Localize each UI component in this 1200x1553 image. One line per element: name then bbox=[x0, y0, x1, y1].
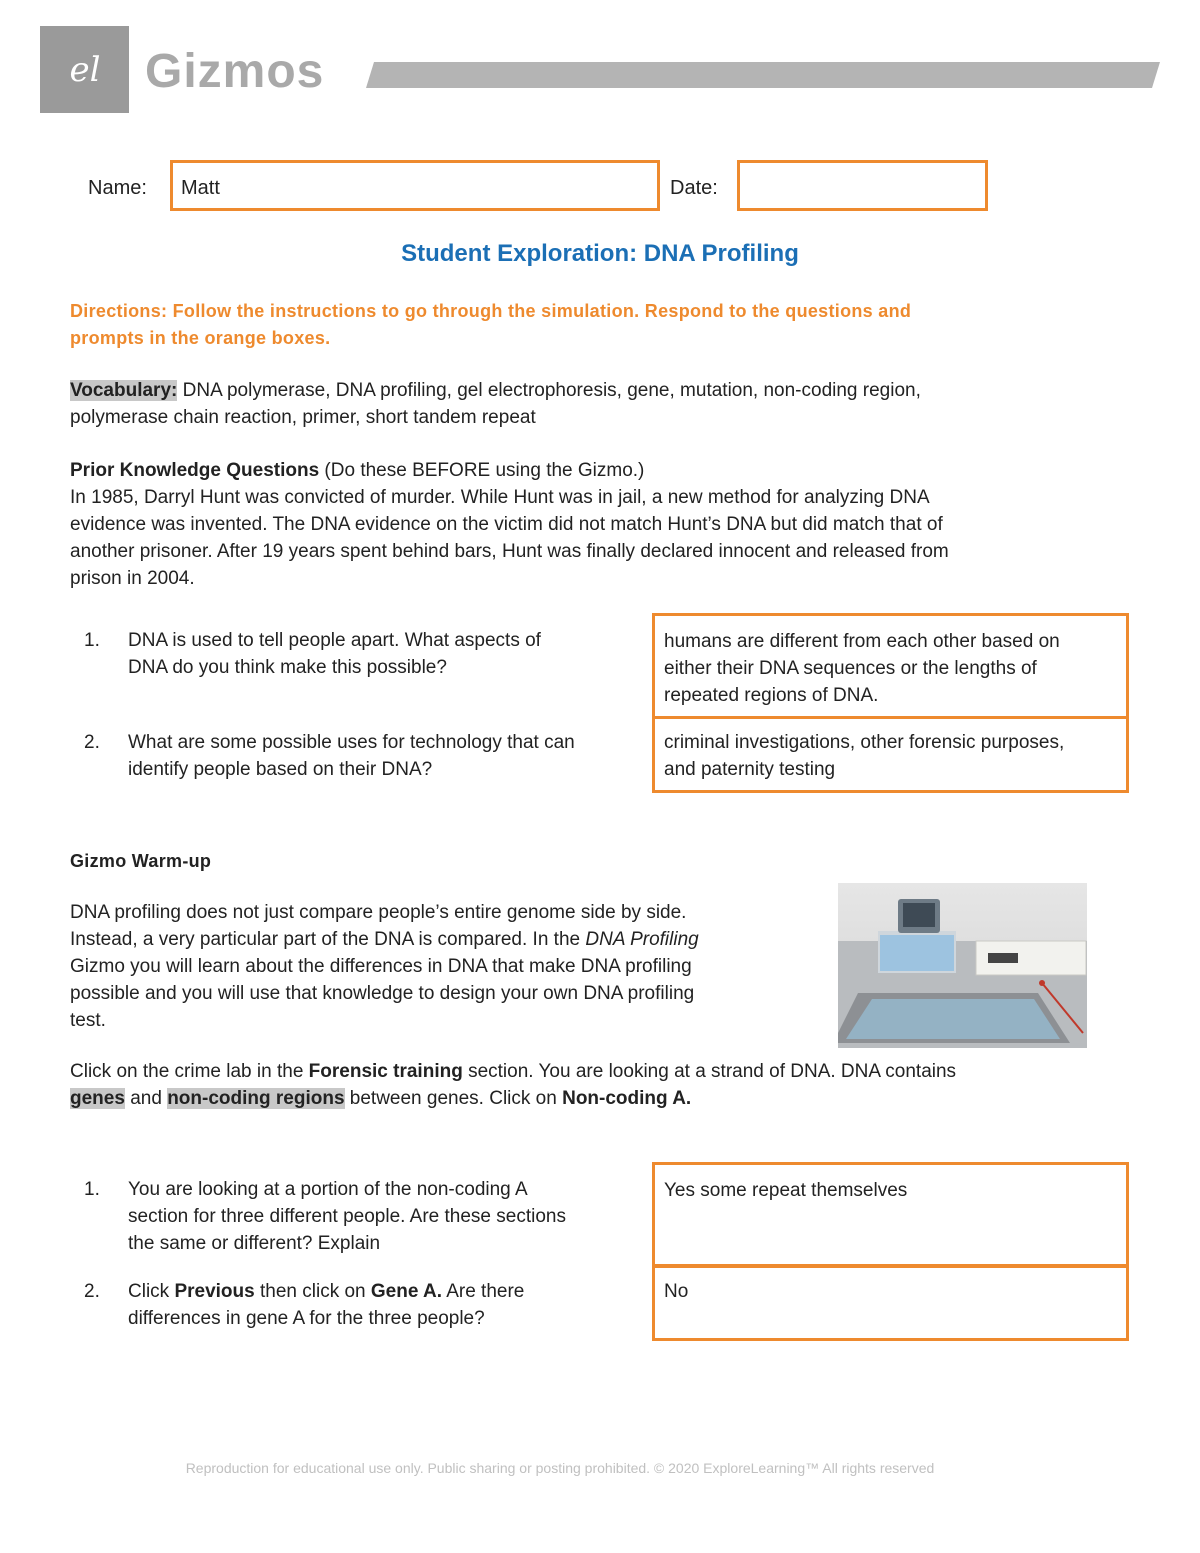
answer-line: either their DNA sequences or the lengths of bbox=[664, 658, 1037, 679]
non-coding-a-term: Non-coding A. bbox=[562, 1088, 692, 1109]
warmup-line: Gizmo you will learn about the differences in DNA that make DNA profiling bbox=[70, 956, 692, 977]
answer-text bbox=[664, 729, 1064, 783]
answer-box[interactable] bbox=[652, 1162, 1129, 1267]
question-number: 2. bbox=[84, 732, 100, 753]
prior-knowledge bbox=[70, 457, 1160, 592]
warmup-line: test. bbox=[70, 1010, 106, 1031]
logo-icon bbox=[40, 26, 129, 113]
directions-line: prompts in the orange boxes. bbox=[70, 328, 331, 348]
question-line: then click on bbox=[254, 1281, 371, 1302]
name-field[interactable] bbox=[170, 160, 660, 211]
question-line: the same or different? Explain bbox=[128, 1233, 381, 1254]
instruction-text: and bbox=[124, 1088, 168, 1109]
story-line: In 1985, Darryl Hunt was convicted of murder. While Hunt was in jail, a new method for analyzing DNA bbox=[70, 487, 930, 508]
instruction-text: between genes. Click on bbox=[344, 1088, 563, 1109]
question-number: 2. bbox=[84, 1281, 100, 1302]
instruction-text: section. You are looking at a strand of DNA. DNA contains bbox=[462, 1061, 957, 1082]
question-line: Click bbox=[128, 1281, 175, 1302]
answer-box[interactable] bbox=[652, 613, 1129, 719]
vocabulary-terms: DNA polymerase, DNA profiling, gel electrophoresis, gene, mutation, non-coding region, bbox=[177, 380, 921, 401]
vocabulary bbox=[70, 377, 1150, 431]
name-label: Name: bbox=[88, 177, 147, 199]
previous-term: Previous bbox=[174, 1281, 255, 1302]
vocabulary-terms: polymerase chain reaction, primer, short tandem repeat bbox=[70, 407, 536, 428]
answer-line: and paternity testing bbox=[664, 759, 836, 780]
question-number: 1. bbox=[84, 630, 100, 651]
answer-text bbox=[664, 628, 1060, 709]
question-text bbox=[128, 1278, 648, 1332]
question-line: identify people based on their DNA? bbox=[128, 759, 433, 780]
prior-knowledge-heading: Prior Knowledge Questions bbox=[70, 460, 320, 481]
directions-line: Directions: Follow the instructions to go through the simulation. Respond to the questions and bbox=[70, 301, 912, 321]
story-line: another prisoner. After 19 years spent behind bars, Hunt was finally declared innocent and released from bbox=[70, 541, 949, 562]
warmup-instructions bbox=[70, 1058, 1160, 1112]
answer-box[interactable] bbox=[652, 716, 1129, 793]
warmup-line: DNA profiling does not just compare people’s entire genome side by side. bbox=[70, 902, 687, 923]
answer-box[interactable] bbox=[652, 1265, 1129, 1341]
name-value: Matt bbox=[181, 177, 220, 199]
page-title: Student Exploration: DNA Profiling bbox=[401, 240, 799, 267]
directions bbox=[70, 298, 1150, 352]
question-line: You are looking at a portion of the non-coding A bbox=[128, 1179, 528, 1200]
question-line: Are there bbox=[441, 1281, 525, 1302]
question-line: differences in gene A for the three people? bbox=[128, 1308, 485, 1329]
question-number: 1. bbox=[84, 1179, 100, 1200]
question-text bbox=[128, 1176, 648, 1257]
question-line: What are some possible uses for technology that can bbox=[128, 732, 575, 753]
genes-term: genes bbox=[70, 1088, 125, 1109]
header-stripe bbox=[366, 62, 1160, 88]
story-line: prison in 2004. bbox=[70, 568, 195, 589]
brand-name: Gizmos bbox=[145, 45, 325, 98]
warmup-line: Instead, a very particular part of the DNA is compared. In the bbox=[70, 929, 586, 950]
prior-knowledge-note: (Do these BEFORE using the Gizmo.) bbox=[319, 460, 645, 481]
answer-text: No bbox=[664, 1281, 689, 1302]
answer-line: criminal investigations, other forensic purposes, bbox=[664, 732, 1065, 753]
svg-text:el: el bbox=[69, 49, 100, 90]
gizmo-screenshot-image bbox=[838, 883, 1087, 1048]
warmup-heading: Gizmo Warm-up bbox=[70, 851, 212, 871]
question-line: DNA is used to tell people apart. What aspects of bbox=[128, 630, 541, 651]
non-coding-regions-term: non-coding regions bbox=[167, 1088, 345, 1109]
warmup-line: possible and you will use that knowledge to design your own DNA profiling bbox=[70, 983, 695, 1004]
date-field[interactable] bbox=[737, 160, 988, 211]
gene-a-term: Gene A. bbox=[370, 1281, 442, 1302]
answer-text: Yes some repeat themselves bbox=[664, 1180, 908, 1201]
question-text bbox=[128, 729, 648, 783]
story-line: evidence was invented. The DNA evidence on the victim did not match Hunt’s DNA but did match that of bbox=[70, 514, 943, 535]
answer-line: humans are different from each other based on bbox=[664, 631, 1060, 652]
instruction-text: Click on the crime lab in the bbox=[70, 1061, 309, 1082]
vocabulary-label: Vocabulary: bbox=[70, 380, 178, 401]
question-text bbox=[128, 627, 638, 681]
date-label: Date: bbox=[670, 177, 718, 199]
gizmo-name: DNA Profiling bbox=[585, 929, 699, 950]
question-line: section for three different people. Are these sections bbox=[128, 1206, 566, 1227]
copyright-footer: Reproduction for educational use only. Public sharing or posting prohibited. © 2020 ExploreLearning™ All rights reserved bbox=[185, 1460, 935, 1476]
forensic-training-term: Forensic training bbox=[308, 1061, 463, 1082]
warmup-paragraph bbox=[70, 899, 810, 1034]
answer-line: repeated regions of DNA. bbox=[664, 685, 879, 706]
question-line: DNA do you think make this possible? bbox=[128, 657, 447, 678]
